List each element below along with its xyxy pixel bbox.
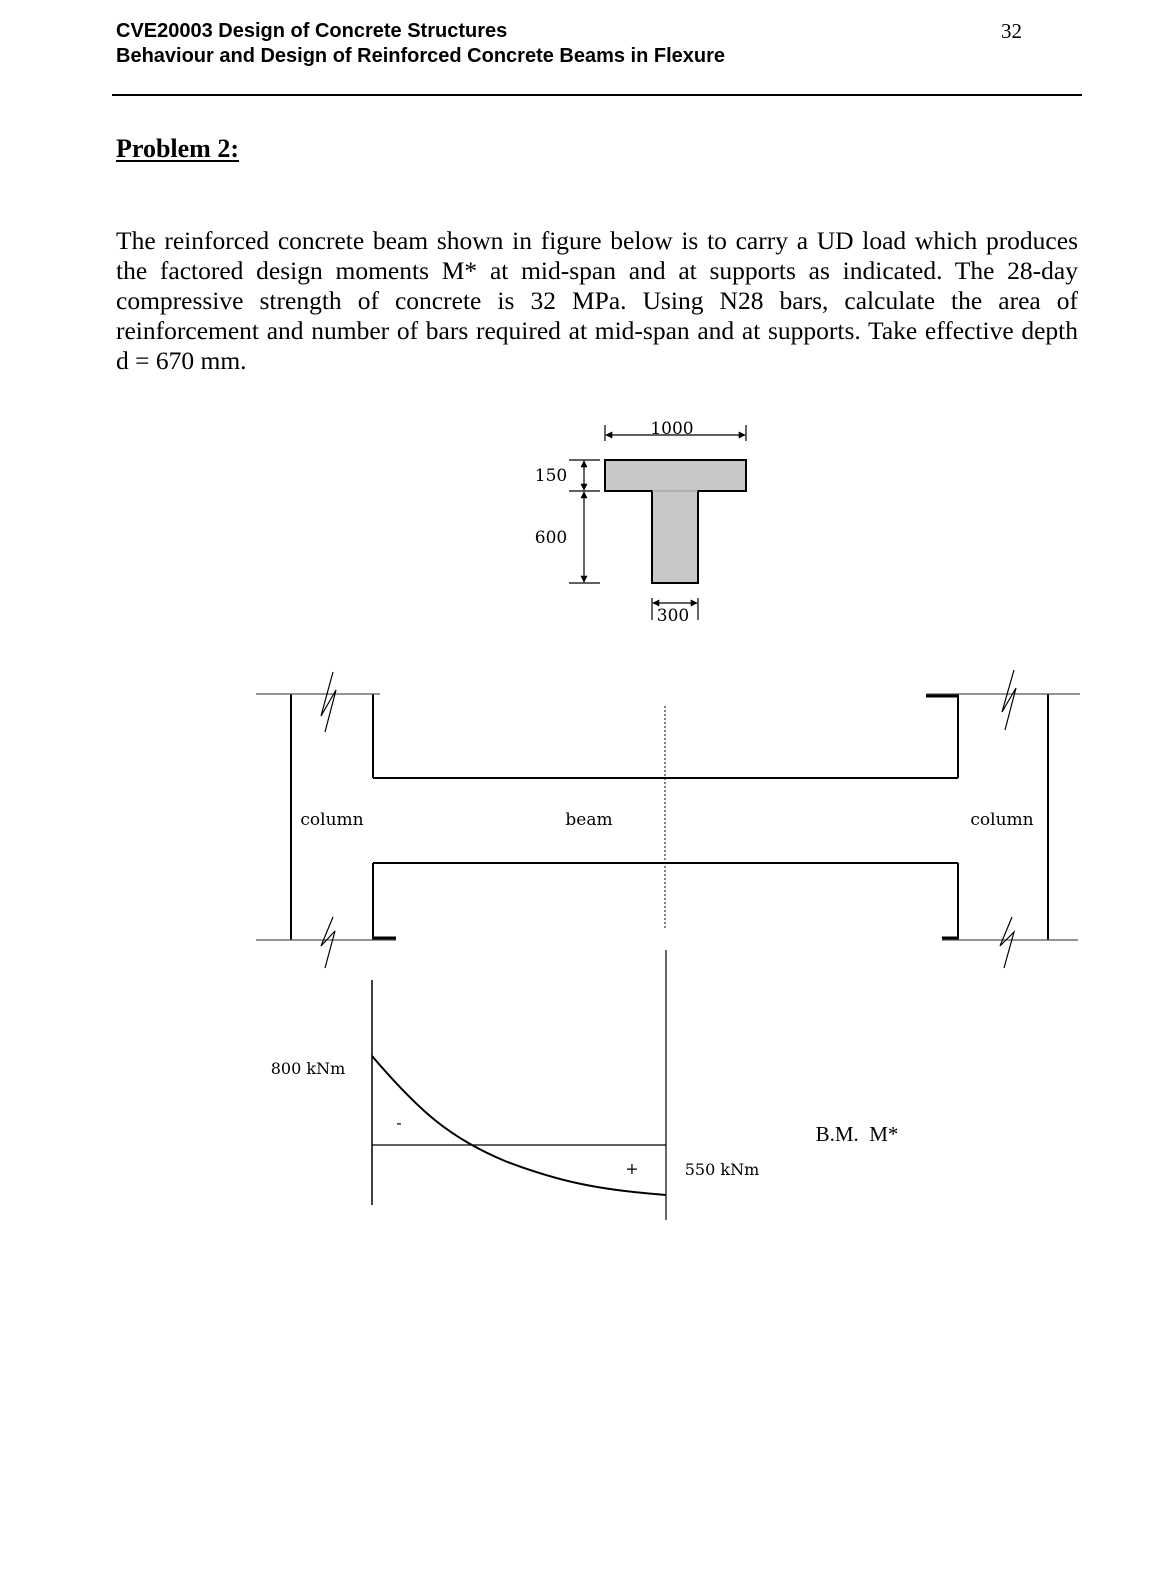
bending-moment-diagram-label: B.M. M* (815, 1122, 899, 1146)
chapter-subtitle: Behaviour and Design of Reinforced Concrete Beams in Flexure (116, 45, 726, 67)
problem-title: Problem 2: (116, 134, 239, 163)
beam-elevation (256, 670, 1080, 968)
web-depth-label: 600 (534, 528, 568, 548)
bending-moment-diagram (372, 950, 666, 1220)
bmd-moment-curve (372, 1056, 666, 1195)
web-width-label: 300 (656, 606, 690, 626)
left-column-break-bottom (321, 917, 335, 968)
midspan-moment-label: 550 kNm (684, 1160, 760, 1179)
page-number: 32 (1001, 19, 1022, 43)
course-title: CVE20003 Design of Concrete Structures (116, 20, 508, 42)
positive-moment-sign: + (625, 1159, 639, 1178)
support-moment-label: 800 kNm (270, 1059, 346, 1078)
beam-label: beam (565, 810, 613, 830)
t-section (535, 419, 746, 626)
flange-depth-label: 150 (534, 466, 568, 486)
flange-width-label: 1000 (650, 419, 694, 439)
problem-statement: The reinforced concrete beam shown in figure below is to carry a UD load which produces the factored design moments M* at mid-span and at supports as indicated. The 28-day compressive strength of concrete is 32 MPa. Using N28 bars, calculate the area of reinforcement and number of bars required at mid-span and at supports. Take effective depth d = 670 mm. (116, 226, 1078, 375)
right-column-break-bottom (1000, 917, 1014, 968)
left-column-label: column (300, 810, 364, 830)
right-column-break-top (1002, 670, 1016, 730)
left-column-break-top (321, 672, 336, 732)
t-section-shape (605, 460, 746, 583)
negative-moment-sign: - (396, 1113, 402, 1132)
right-column-label: column (970, 810, 1034, 830)
